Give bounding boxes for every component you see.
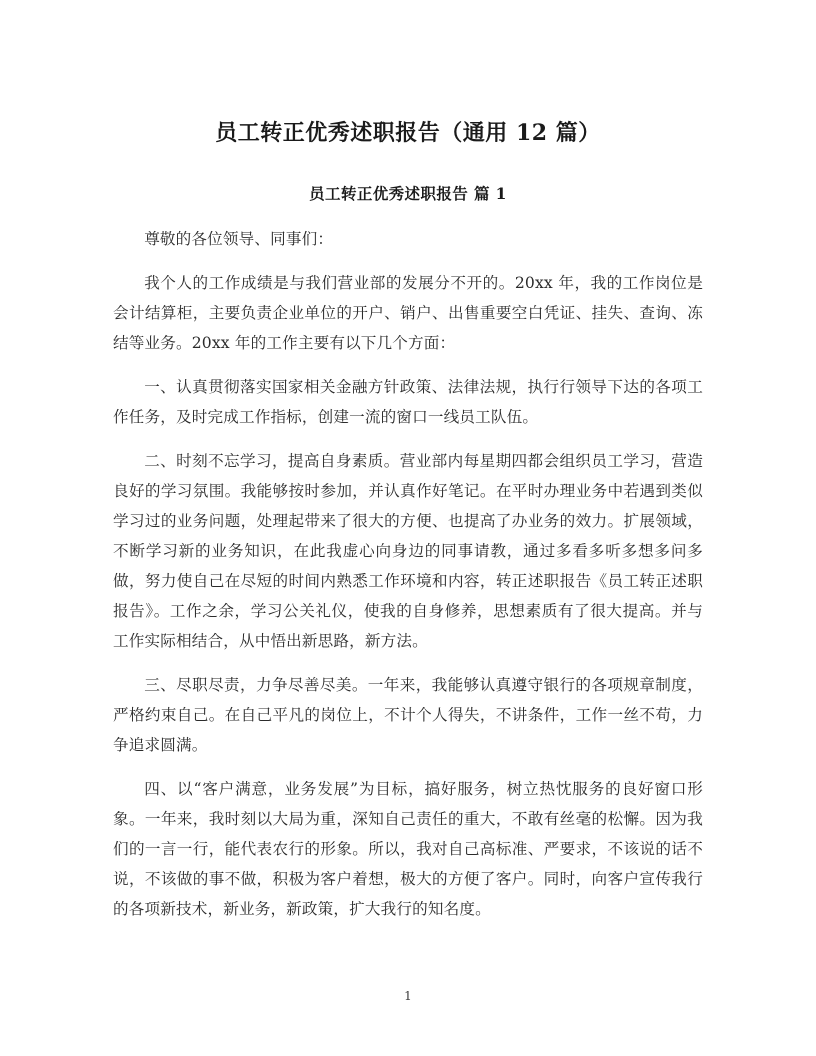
paragraph-section-one: 一、认真贯彻落实国家相关金融方针政策、法律法规，执行行领导下达的各项工作任务，及时完成工作指标，创建一流的窗口一线员工队伍。 [113, 378, 703, 426]
page-number: 1 [404, 989, 412, 1003]
paragraph-salutation: 尊敬的各位领导、同事们： [144, 230, 334, 248]
paragraph-section-three: 三、尽职尽责，力争尽善尽美。一年来，我能够认真遵守银行的各项规章制度，严格约束自己。在自己平凡的岗位上，不计个人得失，不讲条件，工作一丝不苟，力争追求圆满。 [113, 676, 703, 754]
document-subtitle: 员工转正优秀述职报告 篇 1 [309, 184, 507, 203]
document-body [113, 207, 703, 924]
paragraph-intro: 我个人的工作成绩是与我们营业部的发展分不开的。20xx 年，我的工作岗位是会计结算柜，主要负责企业单位的开户、销户、出售重要空白凭证、挂失、查询、冻结等业务。20xx 年的工作主要有以下几个方面： [113, 274, 703, 352]
page-title: 员工转正优秀述职报告（通用 12 篇） [215, 120, 601, 146]
paragraph-section-two: 二、时刻不忘学习，提高自身素质。营业部内每星期四都会组织员工学习，营造良好的学习氛围。我能够按时参加，并认真作好笔记。在平时办理业务中若遇到类似学习过的业务问题，处理起带来了很大的方便、也提高了办业务的效力。扩展领域，不断学习新的业务知识，在此我虚心向身边的同事请教，通过多看多听多想多问多做，努力使自己在尽短的时间内熟悉工作环境和内容，转正述职报告《员工转正述职报告》。工作之余，学习公关礼仪，使我的自身修养，思想素质有了很大提高。并与工作实际相结合，从中悟出新思路，新方法。 [113, 452, 703, 650]
paragraph-section-four: 四、以“客户满意，业务发展”为目标，搞好服务，树立热忱服务的良好窗口形象。一年来，我时刻以大局为重，深知自己责任的重大，不敢有丝毫的松懈。因为我们的一言一行，能代表农行的形象。所以，我对自己高标准、严要求，不该说的话不说，不该做的事不做，积极为客户着想，极大的方便了客户。同时，向客户宣传我行的各项新技术，新业务，新政策，扩大我行的知名度。 [113, 780, 703, 918]
document-content [113, 0, 703, 924]
